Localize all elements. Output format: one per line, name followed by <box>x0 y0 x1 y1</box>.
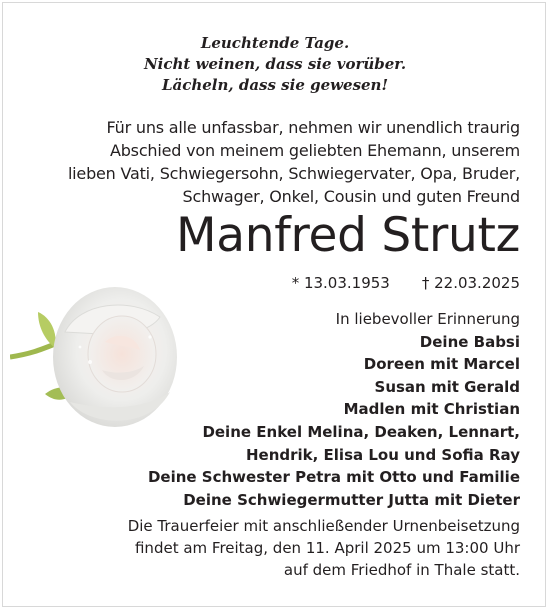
death-date: † 22.03.2025 <box>421 274 520 292</box>
poem-line: Nicht weinen, dass sie vorüber. <box>143 55 407 73</box>
rose-leaf <box>38 312 56 348</box>
mourner-line: Deine Babsi <box>419 332 520 351</box>
rose-stem <box>10 344 55 357</box>
mourner-line: Deine Schwester Petra mit Otto und Familie <box>147 468 520 487</box>
mourners-list <box>148 308 520 511</box>
memorial-poem <box>0 33 550 96</box>
service-line: findet am Freitag, den 11. April 2025 um 13:00 Uhr <box>134 539 520 557</box>
poem-line: Lächeln, dass sie gewesen! <box>161 76 389 94</box>
mourner-line: Susan mit Gerald <box>374 377 520 396</box>
deceased-name: Manfred Strutz <box>176 208 520 263</box>
mourner-line: Madlen mit Christian <box>343 400 520 419</box>
mourner-line: Doreen mit Marcel <box>363 355 520 374</box>
mourner-line: Deine Enkel Melina, Deaken, Lennart, <box>202 422 520 441</box>
intro-line: Für uns alle unfassbar, nehmen wir unendlich traurig <box>106 118 520 137</box>
service-line: auf dem Friedhof in Thale statt. <box>283 561 520 579</box>
mourner-line: Hendrik, Elisa Lou und Sofia Ray <box>245 445 520 464</box>
life-dates <box>292 273 520 293</box>
mourner-line: Deine Schwiegermutter Jutta mit Dieter <box>183 490 520 509</box>
poem-line: Leuchtende Tage. <box>200 34 350 52</box>
intro-line: Schwager, Onkel, Cousin und guten Freund <box>182 187 520 206</box>
intro-text <box>68 116 520 208</box>
birth-date: * 13.03.1953 <box>291 274 390 292</box>
mourners-heading: In liebevoller Erinnerung <box>335 310 520 328</box>
service-line: Die Trauerfeier mit anschließender Urnenbeisetzung <box>127 517 520 535</box>
funeral-service-info <box>128 515 520 581</box>
intro-line: Abschied von meinem geliebten Ehemann, unserem <box>109 141 520 160</box>
intro-line: lieben Vati, Schwiegersohn, Schwiegervater, Opa, Bruder, <box>67 164 520 183</box>
